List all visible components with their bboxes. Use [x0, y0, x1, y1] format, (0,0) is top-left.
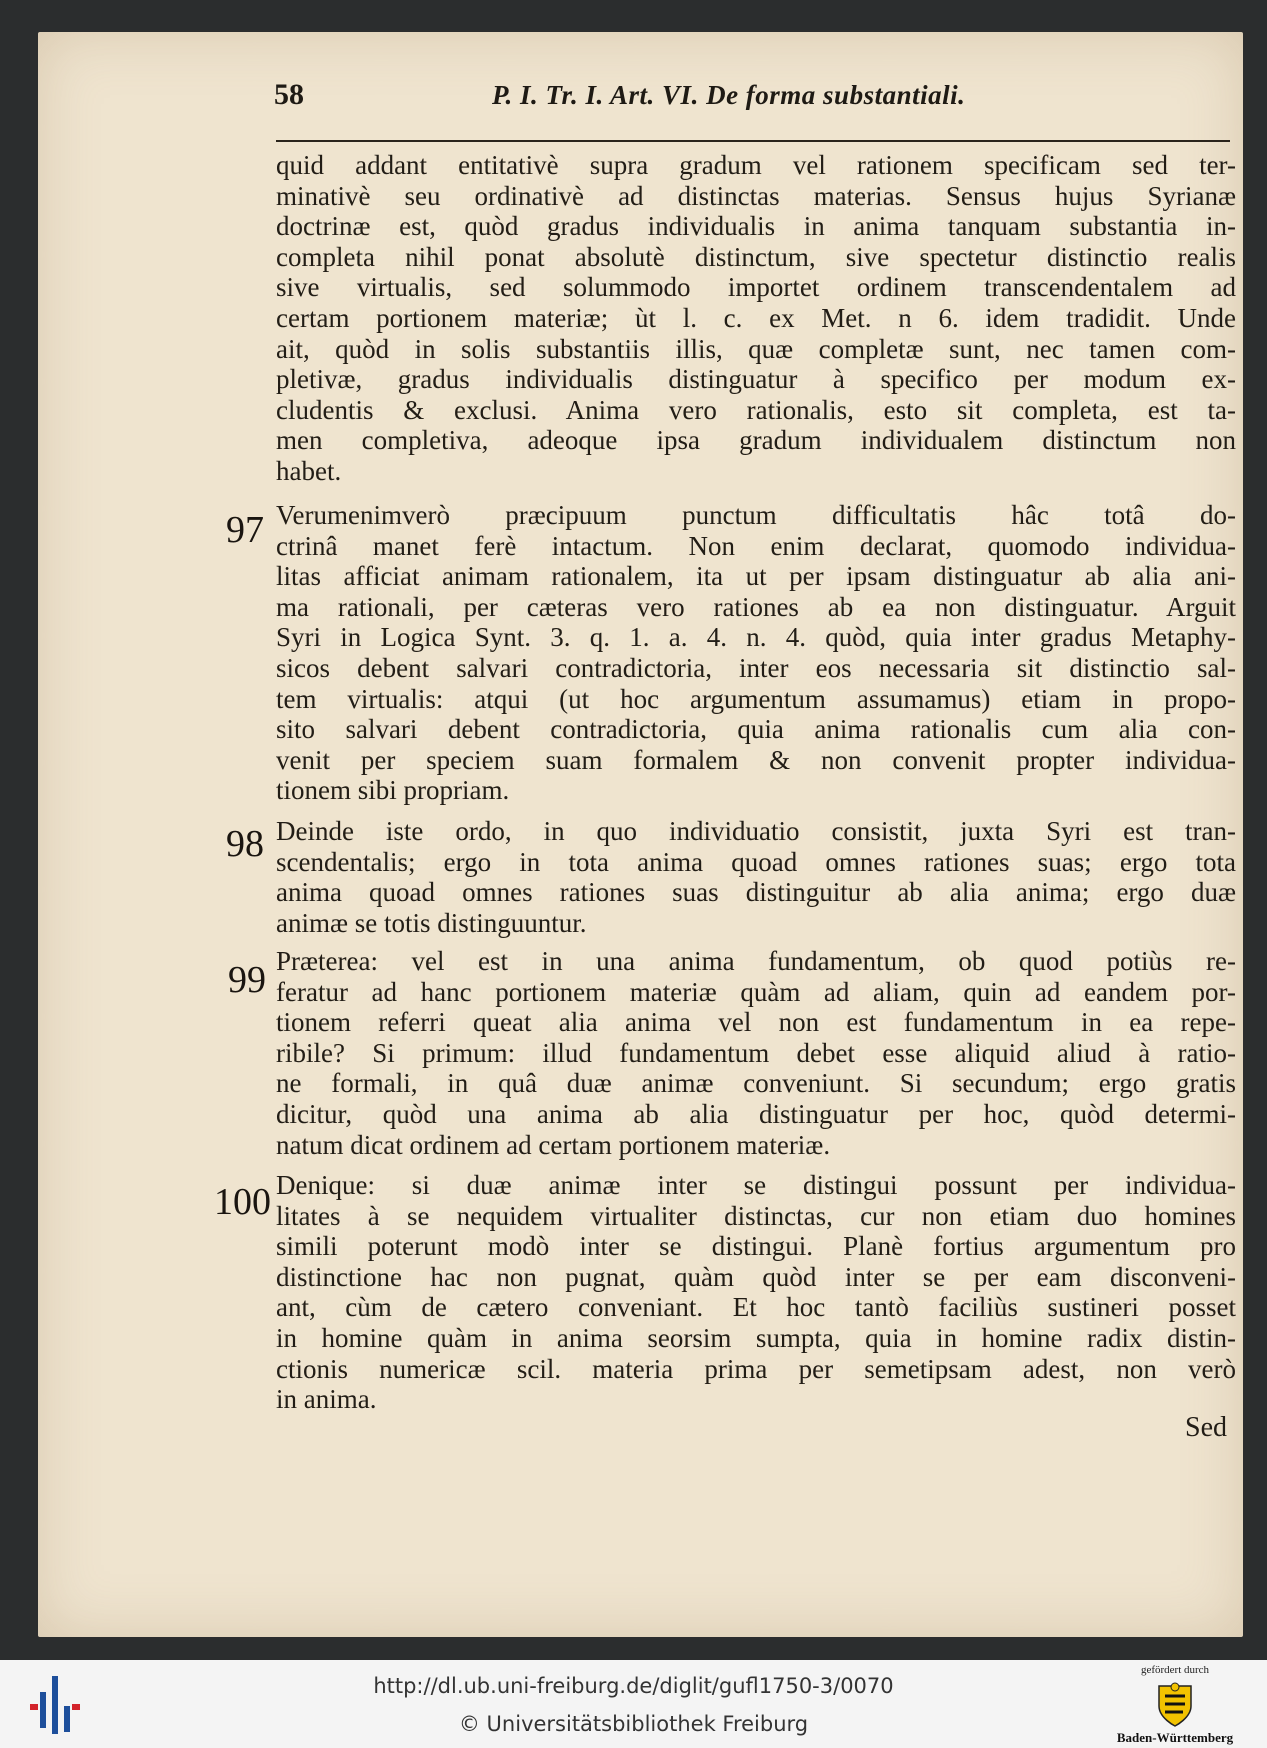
text-line: in anima. — [276, 1384, 377, 1415]
running-title: P. I. Tr. I. Art. VI. De forma substantiali. — [492, 80, 966, 110]
text-line: habet. — [276, 455, 342, 486]
sponsor-name: Baden-Württemberg — [1116, 1730, 1234, 1745]
text-line: ma rationali, per cæteras vero rationes ab ea non distinguatur. Arguit — [276, 591, 1236, 622]
text-line: ribile? Si primum: illud fundamentum debet esse aliquid aliud à ratio- — [276, 1037, 1236, 1068]
text-line: in homine quàm in anima seorsim sumpta, quia in homine radix distin- — [276, 1322, 1236, 1353]
catchword: Sed — [1185, 1412, 1227, 1443]
text-line: litas afficiat animam rationalem, ita ut per ipsam distinguatur ab alia ani- — [276, 561, 1236, 592]
paragraph-number-98: 98 — [226, 823, 264, 865]
text-line: distinctione hac non pugnat, quàm quòd inter se per eam disconveni- — [276, 1261, 1236, 1292]
text-line: Deinde iste ordo, in quo individuatio consistit, juxta Syri est tran- — [276, 816, 1236, 846]
text-line: sito salvari debent contradictoria, quia anima rationalis cum alia con- — [276, 714, 1236, 745]
copyright-notice: © Universitätsbibliothek Freiburg — [458, 1712, 809, 1736]
text-line: ctrinâ manet ferè intactum. Non enim declarat, quomodo individua- — [276, 530, 1236, 561]
text-line: ant, cùm de cætero conveniant. Et hoc tantò faciliùs sustineri posset — [276, 1292, 1236, 1323]
paragraph-number-100: 100 — [214, 1181, 271, 1223]
text-line: Syri in Logica Synt. 3. q. 1. a. 4. n. 4. quòd, quia inter gradus Metaphy- — [276, 622, 1236, 653]
paragraph-99 — [276, 946, 1236, 1160]
text-line: doctrinæ est, quòd gradus individualis in anima tanquam substantia in- — [276, 211, 1236, 242]
sponsor-label: gefördert durch — [1140, 1664, 1210, 1676]
coat-of-arms-icon — [1153, 1682, 1197, 1733]
text-line: cludentis & exclusi. Anima vero rationalis, esto sit completa, est ta- — [276, 394, 1236, 425]
text-line: ait, quòd in solis substantiis illis, quæ completæ sunt, nec tamen com- — [276, 333, 1236, 364]
header-rule — [276, 140, 1230, 142]
text-line: ne formali, in quâ duæ animæ conveniunt. Si secundum; ergo gratis — [276, 1068, 1236, 1099]
paragraph-100 — [276, 1170, 1236, 1415]
text-line: men completiva, adeoque ipsa gradum individualem distinctum non — [276, 425, 1236, 456]
text-line: dicitur, quòd una anima ab alia distinguatur per hoc, quòd determi- — [276, 1098, 1236, 1129]
text-line: venit per speciem suam formalem & non convenit propter individua- — [276, 744, 1236, 775]
footer-bar — [0, 1660, 1267, 1748]
text-line: ctionis numericæ scil. materia prima per semetipsam adest, non verò — [276, 1353, 1236, 1384]
text-line: sicos debent salvari contradictoria, inter eos necessaria sit distinctio sal- — [276, 652, 1236, 683]
text-line: tionem referri queat alia anima vel non est fundamentum in ea repe- — [276, 1007, 1236, 1038]
page-number: 58 — [274, 78, 304, 111]
permalink-url[interactable]: http://dl.ub.uni-freiburg.de/diglit/gufl1750-3/0070 — [373, 1674, 894, 1698]
text-line: completa nihil ponat absolutè distinctum, sive spectetur distinctio realis — [276, 241, 1236, 272]
running-header — [234, 68, 1244, 111]
text-line: certam portionem materiæ; ùt l. c. ex Met. n 6. idem tradidit. Unde — [276, 302, 1236, 333]
text-line: minativè seu ordinativè ad distinctas materias. Sensus hujus Syrianæ — [276, 180, 1236, 211]
text-line: Denique: si duæ animæ inter se distingui possunt per individua- — [276, 1170, 1236, 1200]
text-line: litates à se nequidem virtualiter distinctas, cur non etiam duo homines — [276, 1200, 1236, 1231]
text-line: sive virtualis, sed solummodo importet ordinem transcendentalem ad — [276, 272, 1236, 303]
text-line: simili poterunt modò inter se distingui. Planè fortius argumentum pro — [276, 1231, 1236, 1262]
text-line: tem virtualis: atqui (ut hoc argumentum assumamus) etiam in propo- — [276, 683, 1236, 714]
text-line: quid addant entitativè supra gradum vel rationem specificam sed ter- — [276, 150, 1236, 180]
text-line: anima quoad omnes rationes suas distinguitur ab alia anima; ergo duæ — [276, 877, 1236, 908]
text-line: natum dicat ordinem ad certam portionem materiæ. — [276, 1129, 831, 1160]
paragraph-97 — [276, 500, 1236, 806]
text-line: pletivæ, gradus individualis distinguatur à specifico per modum ex- — [276, 364, 1236, 395]
sponsor-block — [1095, 1664, 1255, 1748]
paragraph-number-99: 99 — [228, 959, 266, 1001]
text-line: Præterea: vel est in una anima fundamentum, ob quod potiùs re- — [276, 946, 1236, 976]
text-line: scendentalis; ergo in tota anima quoad omnes rationes suas; ergo tota — [276, 846, 1236, 877]
text-line: animæ se totis distinguuntur. — [276, 907, 587, 938]
text-line: tionem sibi propriam. — [276, 775, 510, 806]
paragraph-98 — [276, 816, 1236, 938]
text-line: Verumenimverò præcipuum punctum difficultatis hâc totâ do- — [276, 500, 1236, 530]
paragraph-continuation — [276, 150, 1236, 487]
text-line: feratur ad hanc portionem materiæ quàm ad aliam, quin ad eandem por- — [276, 976, 1236, 1007]
paragraph-number-97: 97 — [226, 509, 264, 551]
